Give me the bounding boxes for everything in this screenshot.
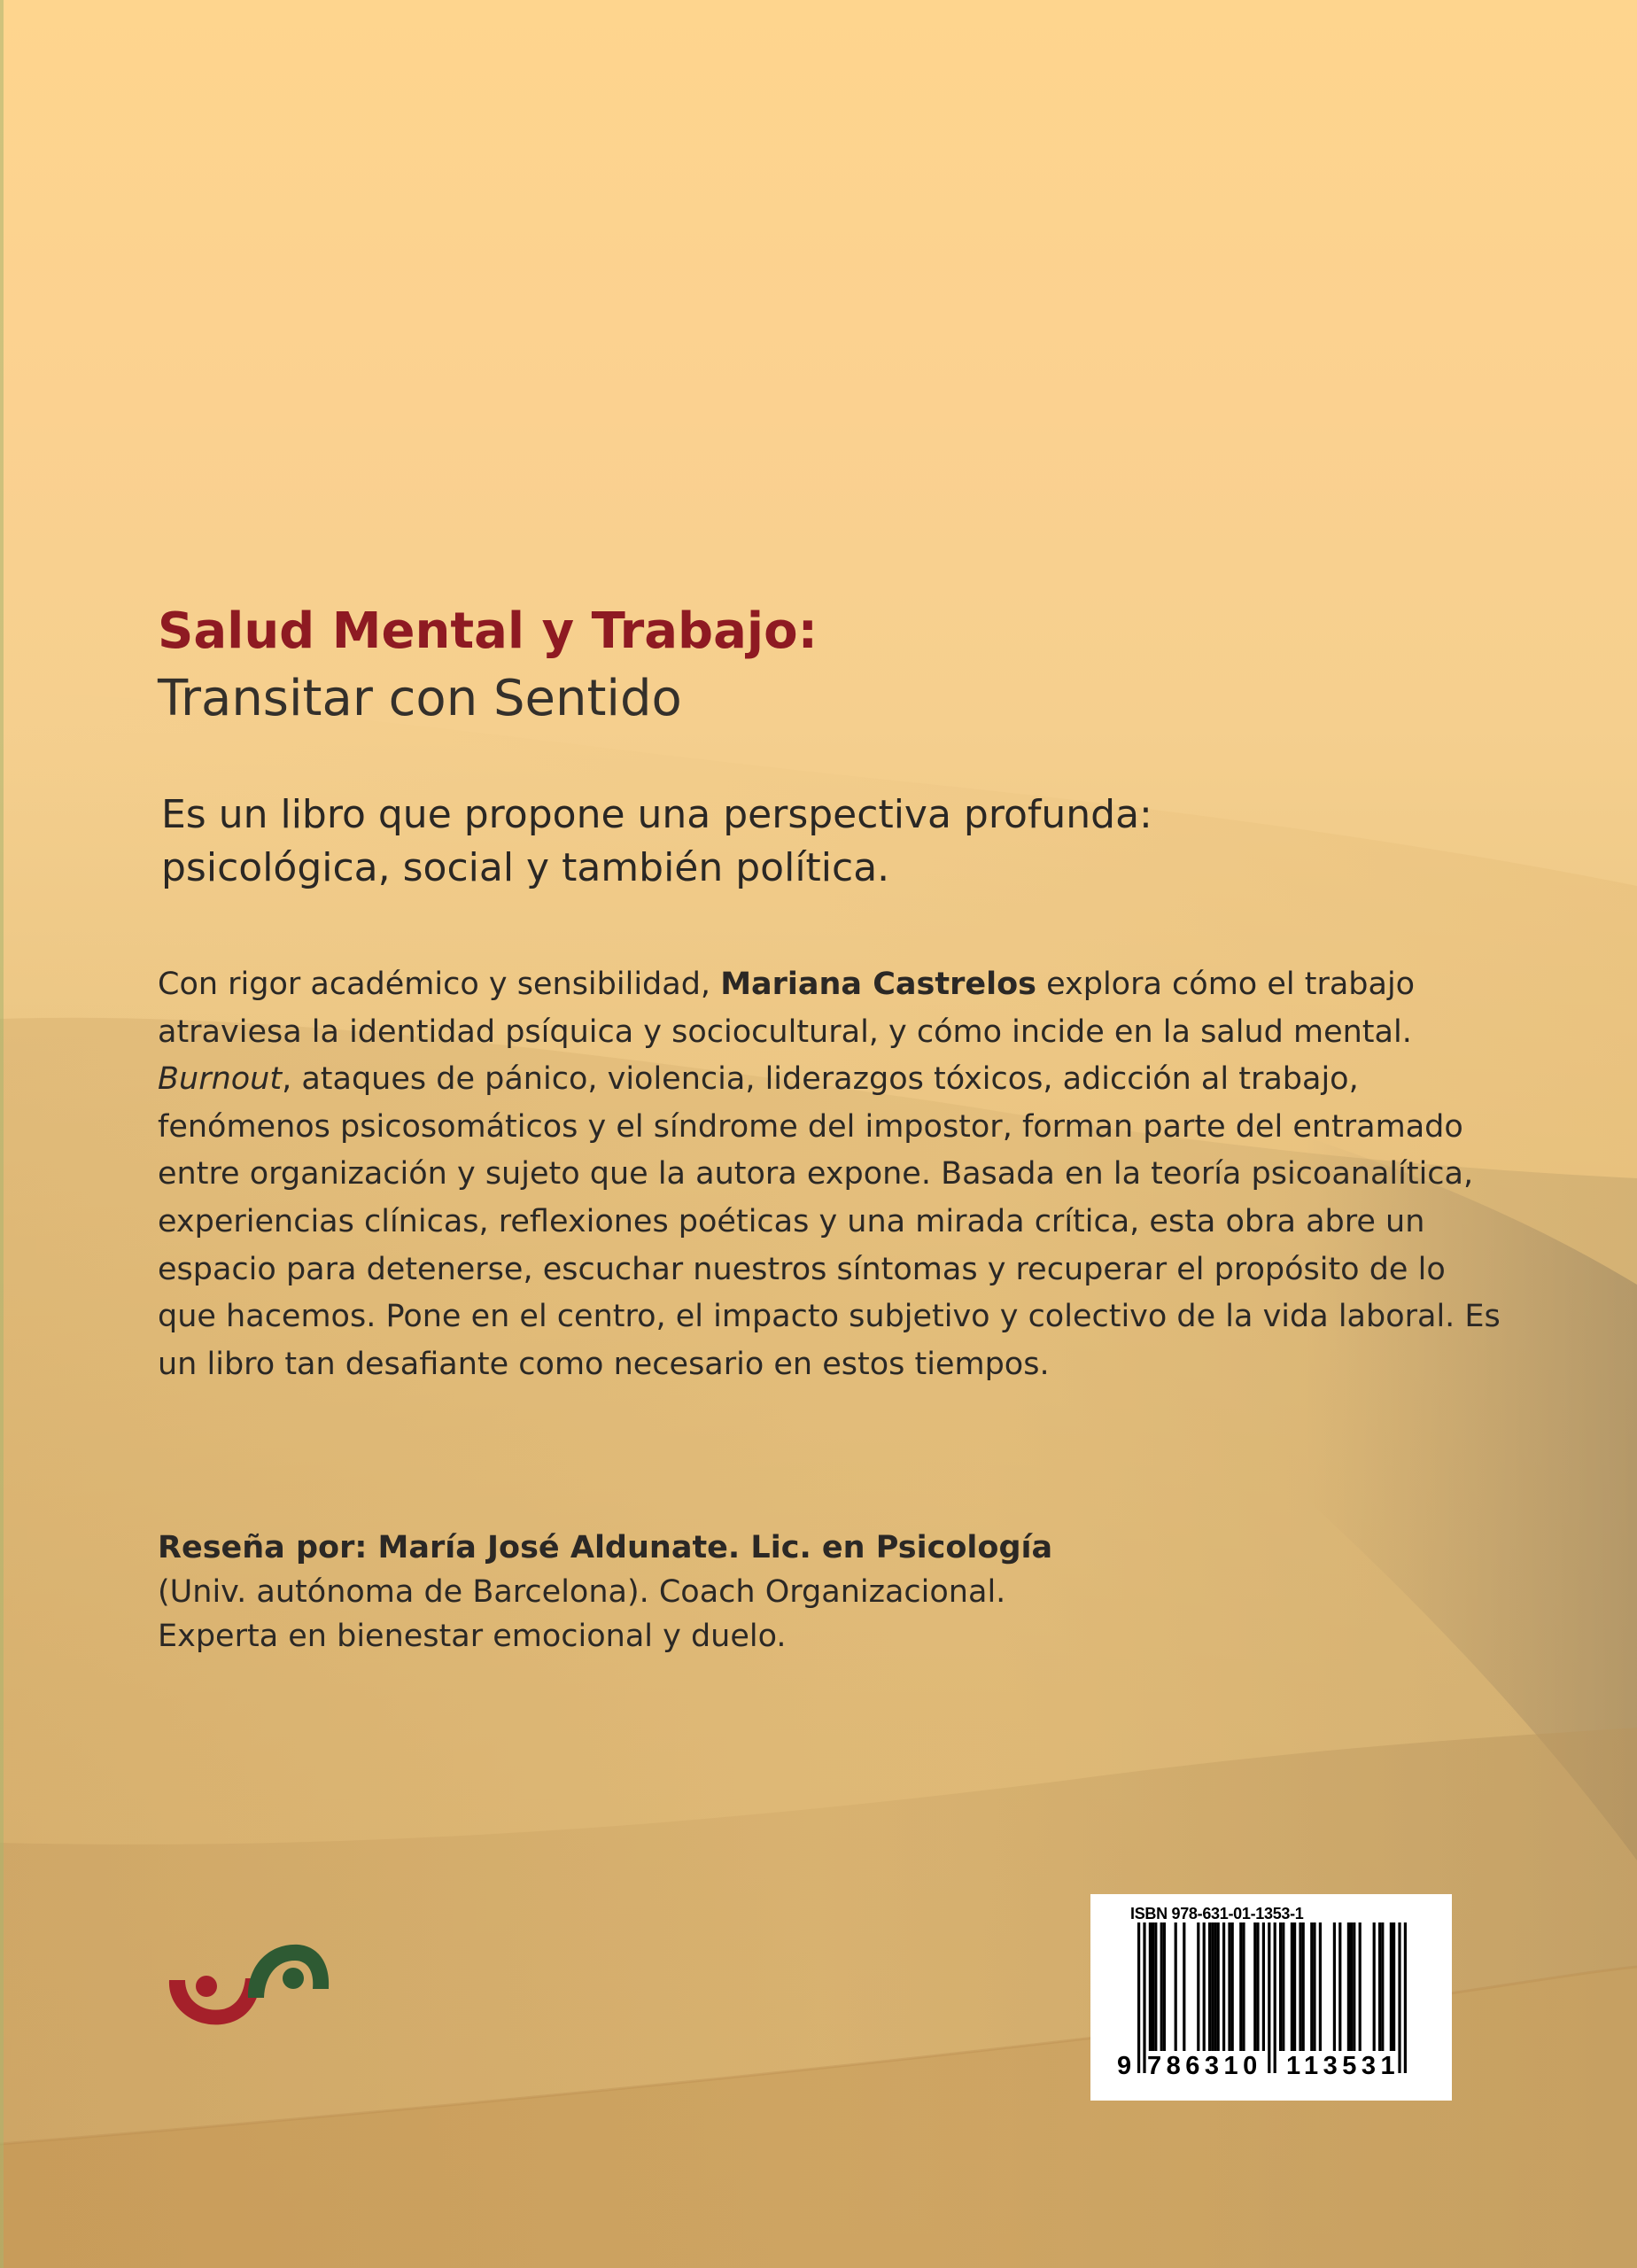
barcode-bar	[1390, 1922, 1393, 2051]
author-name: Mariana Castrelos	[720, 967, 1036, 1002]
barcode-bar	[1381, 1922, 1384, 2051]
body-line: experiencias clínicas, reflexiones poéticas y una mirada crítica, esta obra abre un	[158, 1203, 1425, 1239]
body-text-segment: Con rigor académico y sensibilidad,	[158, 967, 721, 1002]
barcode-bar	[1299, 1922, 1301, 2051]
barcode-bar	[1137, 1922, 1140, 2073]
isbn-barcode	[1090, 1894, 1452, 2101]
review-line: Experta en bienestar emocional y duelo.	[158, 1619, 787, 1654]
barcode-bar	[1373, 1922, 1376, 2051]
barcode-bar	[1302, 1922, 1305, 2051]
barcode-bar	[1149, 1922, 1152, 2051]
barcode-bar	[1214, 1922, 1216, 2051]
barcode-bar	[1282, 1922, 1284, 2051]
barcode-bar	[1163, 1922, 1166, 2051]
barcode-bar	[1268, 1922, 1270, 2073]
body-line: atraviesa la identidad psíquica y sociocultural, y cómo incide en la salud mental.	[158, 1014, 1412, 1050]
barcode-bar	[1208, 1922, 1211, 2051]
barcode-bar	[1293, 1922, 1296, 2051]
review-credit	[158, 1526, 1221, 1658]
publisher-logo-icon	[164, 1936, 332, 2038]
body-line: fenómenos psicosomáticos y el síndrome del impostor, forman parte del entramado	[158, 1108, 1463, 1145]
description-paragraph	[158, 961, 1501, 1388]
book-title: Salud Mental y Trabajo:	[158, 602, 818, 660]
barcode-bar	[1393, 1922, 1395, 2051]
barcode-digit-first: 9	[1117, 2052, 1132, 2080]
review-heading: Reseña por: María José Aldunate. Lic. en Psicología	[158, 1530, 1053, 1565]
barcode-bar	[1253, 1922, 1256, 2051]
barcode-bar	[1378, 1922, 1381, 2051]
barcode-bar	[1256, 1922, 1259, 2051]
barcode-bar	[1152, 1922, 1154, 2051]
barcode-bar	[1313, 1922, 1315, 2051]
body-line	[158, 961, 1486, 1009]
left-edge-strip	[0, 0, 4, 2268]
barcode-bar	[1239, 1922, 1242, 2051]
body-line	[158, 1056, 1486, 1104]
barcode-digit-group-right: 113531	[1286, 2052, 1400, 2080]
body-text-segment: explora cómo el trabajo	[1036, 967, 1416, 1002]
lead-line: Es un libro que propone una perspectiva profunda:	[161, 792, 1152, 837]
review-line: (Univ. autónoma de Barcelona). Coach Organizacional.	[158, 1574, 1006, 1610]
barcode-bar	[1398, 1922, 1400, 2073]
barcode-bar	[1143, 1922, 1145, 2073]
barcode-bar	[1183, 1922, 1185, 2051]
lead-line: psicológica, social y también política.	[161, 845, 890, 890]
body-line: espacio para detenerse, escuchar nuestros síntomas y recuperar el propósito de lo	[158, 1251, 1446, 1287]
body-text-segment: , ataques de pánico, violencia, liderazgos tóxicos, adicción al trabajo,	[282, 1061, 1359, 1098]
barcode-bar	[1319, 1922, 1322, 2051]
barcode-bar	[1359, 1922, 1362, 2051]
barcode-bar	[1338, 1922, 1341, 2051]
barcode-bar	[1222, 1922, 1225, 2051]
barcode-bar	[1197, 1922, 1199, 2051]
barcode-bar	[1404, 1922, 1407, 2073]
barcode-bar	[1262, 1922, 1265, 2051]
barcode-bar	[1203, 1922, 1206, 2051]
barcode-bar	[1310, 1922, 1313, 2051]
book-subtitle: Transitar con Sentido	[158, 670, 682, 727]
barcode-bar	[1333, 1922, 1336, 2051]
barcode-bar	[1350, 1922, 1353, 2051]
barcode-bar	[1353, 1922, 1355, 2051]
barcode-bar	[1242, 1922, 1245, 2051]
barcode-bar	[1160, 1922, 1163, 2051]
lead-paragraph	[161, 788, 1401, 895]
barcode-digit-group-left: 786310	[1147, 2052, 1262, 2080]
barcode-bar	[1274, 1922, 1276, 2073]
barcode-bar	[1211, 1922, 1214, 2051]
barcode-bar	[1347, 1922, 1350, 2051]
isbn-label: ISBN 978-631-01-1353-1	[1130, 1905, 1304, 1922]
body-line: entre organización y sujeto que la autora expone. Basada en la teoría psicoanalítica,	[158, 1156, 1474, 1192]
barcode-bar	[1154, 1922, 1157, 2051]
barcode-bar	[1291, 1922, 1293, 2051]
barcode-bar	[1231, 1922, 1234, 2051]
body-line: que hacemos. Pone en el centro, el impacto subjetivo y colectivo de la vida laboral. Es	[158, 1299, 1501, 1335]
body-line: un libro tan desafiante como necesario en estos tiempos.	[158, 1346, 1050, 1382]
barcode-bar	[1228, 1922, 1230, 2051]
burnout-term: Burnout	[158, 1061, 283, 1098]
barcode-bar	[1175, 1922, 1177, 2051]
barcode-bar	[1279, 1922, 1282, 2051]
barcode-bar	[1217, 1922, 1220, 2051]
